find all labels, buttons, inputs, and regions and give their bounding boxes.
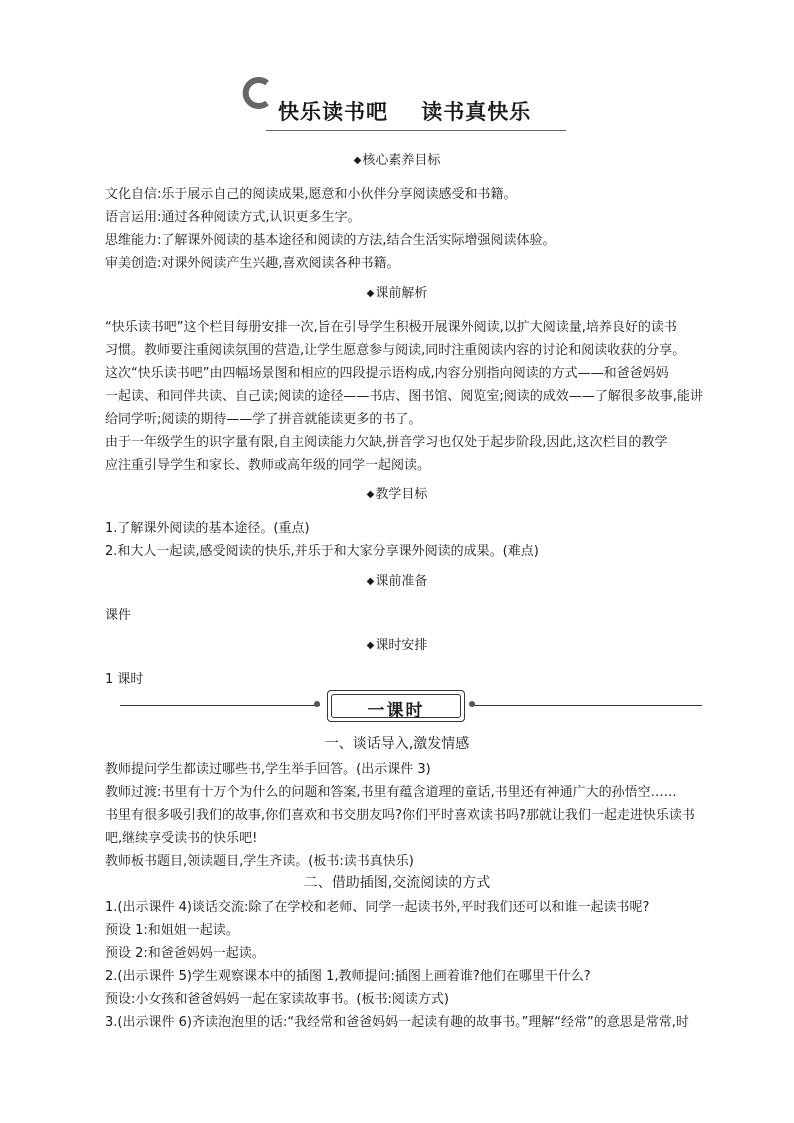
lesson-rule-left (120, 705, 320, 706)
part2-line: 预设 2:和爸爸妈妈一起读。 (105, 946, 265, 961)
lesson-heading-box (327, 690, 465, 722)
analysis-line: 这次“快乐读书吧”由四幅场景图和相应的四段提示语构成,内容分别指向阅读的方式——和爸爸妈妈 (105, 366, 669, 381)
schedule-text: 1 课时 (105, 672, 144, 687)
part2-line: 预设:小女孩和爸爸妈妈一起在家读故事书。(板书:阅读方式) (105, 992, 449, 1007)
section-teaching-goals: ◆教学目标 (366, 487, 428, 502)
page-title (278, 96, 531, 126)
part1-line: 书里有很多吸引我们的故事,你们喜欢和书交朋友吗?你们平时喜欢读书吗?那就让我们一起走进快乐读书 (105, 808, 695, 823)
part2-line: 预设 1:和姐姐一起读。 (105, 923, 239, 938)
part2-line: 2.(出示课件 5)学生观察课本中的插图 1,教师提问:插图上画着谁?他们在哪里干什么? (105, 969, 591, 984)
part1-line: 教师板书题目,领读题目,学生齐读。(板书:读书真快乐) (105, 854, 414, 869)
lesson-rule-dot-right (469, 701, 475, 707)
diamond-icon: ◆ (366, 576, 375, 587)
section-schedule: ◆课时安排 (366, 638, 428, 653)
literacy-line: 文化自信:乐于展示自己的阅读成果,愿意和小伙伴分享阅读感受和书籍。 (105, 187, 517, 202)
literacy-line: 审美创造:对课外阅读产生兴趣,喜欢阅读各种书籍。 (105, 256, 400, 271)
title-block (240, 76, 580, 132)
part1-heading: 一、谈话导入,激发情感 (324, 736, 470, 752)
lesson-rule-dot-left (314, 701, 320, 707)
analysis-line: 应注重引导学生和家长、教师或高年级的同学一起阅读。 (105, 458, 431, 473)
diamond-icon: ◆ (366, 288, 375, 299)
literacy-line: 思维能力:了解课外阅读的基本途径和阅读的方法,结合生活实际增强阅读体验。 (105, 233, 556, 248)
literacy-line: 语言运用:通过各种阅读方式,认识更多生字。 (105, 210, 361, 225)
section-pre-analysis: ◆课前解析 (366, 286, 428, 301)
part2-heading: 二、借助插图,交流阅读的方式 (303, 875, 491, 891)
diamond-icon: ◆ (366, 640, 375, 651)
lesson-heading: 一课时 (367, 701, 425, 721)
title-right: 读书真快乐 (421, 100, 532, 124)
part1-line: 吧,继续享受读书的快乐吧! (105, 831, 258, 846)
title-underline (266, 130, 566, 131)
lesson-rule-right (470, 705, 702, 706)
analysis-line: 给同学听;阅读的期待——学了拼音就能读更多的书了。 (105, 412, 422, 427)
title-left: 快乐读书吧 (278, 100, 388, 124)
diamond-icon: ◆ (366, 489, 375, 500)
analysis-line: 一起读、和同伴共读、自己读;阅读的途径——书店、图书馆、阅览室;阅读的成效——了解很多故事,能讲 (105, 389, 703, 404)
part2-line: 3.(出示课件 6)齐读泡泡里的话:“我经常和爸爸妈妈一起读有趣的故事书。”理解“经常”的意思是常常,时 (105, 1015, 689, 1030)
diamond-icon: ◆ (353, 155, 362, 166)
analysis-line: “快乐读书吧”这个栏目每册安排一次,旨在引导学生积极开展课外阅读,以扩大阅读量,培养良好的读书 (105, 320, 677, 335)
analysis-line: 习惯。教师要注重阅读氛围的营造,让学生愿意参与阅读,同时注重阅读内容的讨论和阅读收获的分享。 (105, 343, 686, 358)
goal-line: 1.了解课外阅读的基本途径。(重点) (105, 521, 310, 536)
preparation-text: 课件 (105, 608, 132, 623)
part1-line: 教师提问学生都读过哪些书,学生举手回答。(出示课件 3) (105, 762, 431, 777)
part1-line: 教师过渡:书里有十万个为什么的问题和答案,书里有蕴含道理的童话,书里还有神通广大的孙悟空…… (105, 785, 677, 800)
title-arc-ornament (240, 76, 274, 110)
goal-line: 2.和大人一起读,感受阅读的快乐,并乐于和大家分享课外阅读的成果。(难点) (105, 544, 539, 559)
part2-line: 1.(出示课件 4)谈话交流:除了在学校和老师、同学一起读书外,平时我们还可以和谁一起读书呢? (105, 900, 650, 915)
analysis-line: 由于一年级学生的识字量有限,自主阅读能力欠缺,拼音学习也仅处于起步阶段,因此,这次栏目的教学 (105, 435, 668, 450)
section-preparation: ◆课前准备 (366, 574, 428, 589)
section-literacy-goals: ◆核心素养目标 (353, 153, 441, 168)
